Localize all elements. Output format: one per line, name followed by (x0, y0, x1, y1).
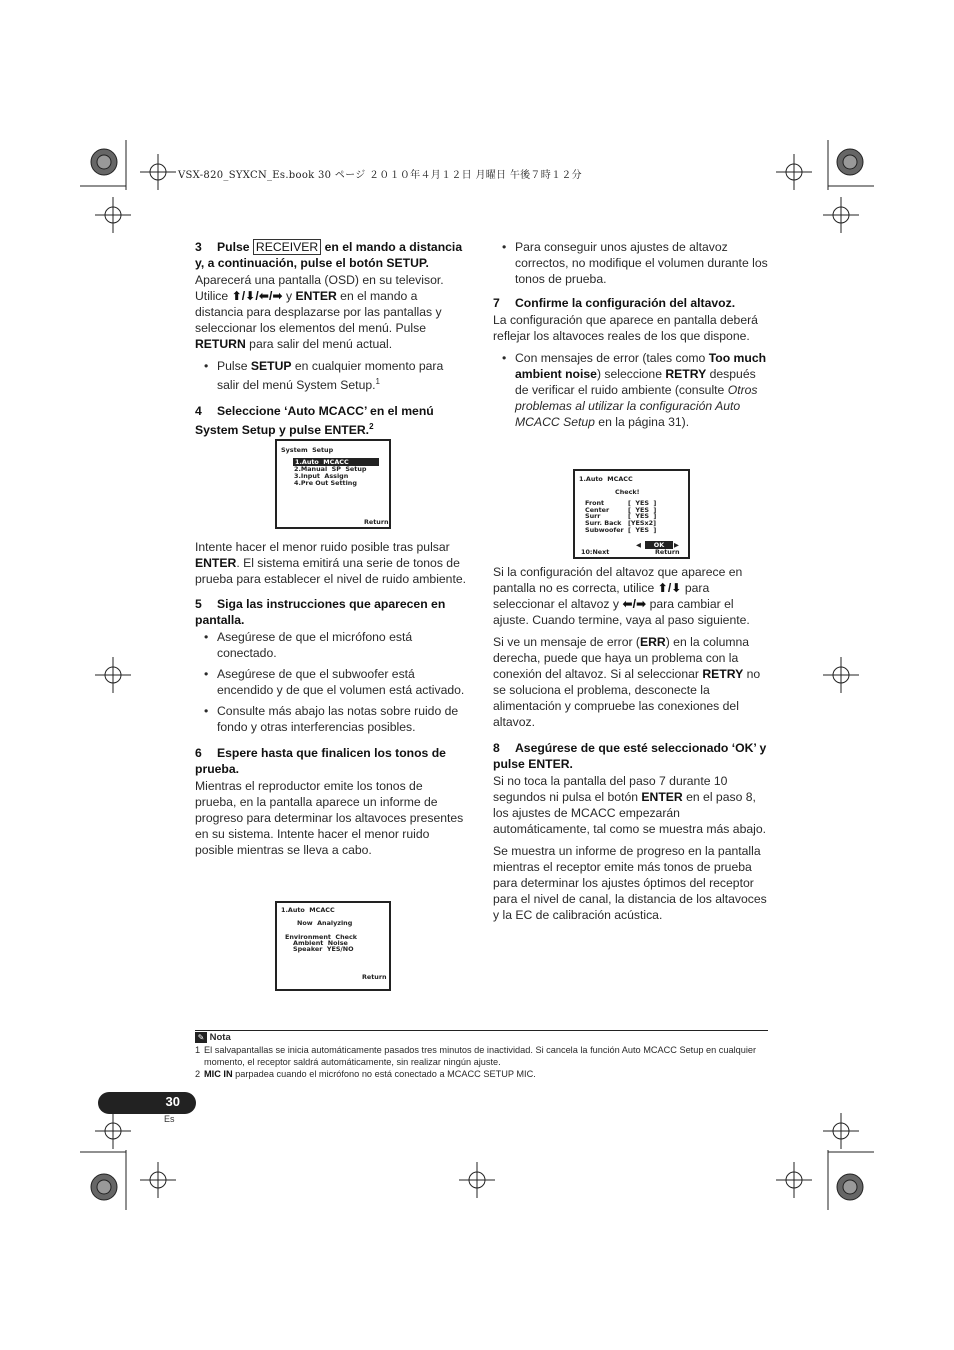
osd-return: Return (655, 548, 680, 556)
config-paragraph: Si la configuración del altavoz que aparece en pantalla no es correcta, utilice ⬆/⬇ para seleccionar el altavoz y ⬅/➡ para cambiar el ajuste. Cuando termine, vaya al paso siguiente. (493, 565, 750, 627)
osd-row-value: [YESx2] (628, 519, 657, 527)
step-5-bullets (195, 629, 467, 735)
osd-item: 3.Input Assign (294, 472, 349, 480)
list-item: • Asegúrese de que el micrófono está conectado. (217, 629, 467, 661)
osd-title: 1.Auto MCACC (281, 906, 335, 914)
osd-right-arrow-icon: ▶ (674, 541, 679, 549)
left-column (195, 239, 467, 439)
osd-row-label: Center (585, 506, 610, 514)
language-code: Es (164, 1114, 175, 1124)
osd-left-arrow-icon: ◀ (636, 541, 641, 549)
step-3-bullets (195, 358, 467, 393)
notes-section (195, 1030, 768, 1080)
right-column (493, 239, 769, 437)
osd-speaker-check-screen (573, 469, 690, 559)
step-6-heading: 6 Espere hasta que finalicen los tonos de prueba. (195, 746, 446, 776)
osd-now-analyzing-screen (275, 901, 391, 991)
step-5-heading: 5 Siga las instrucciones que aparecen en pantalla. (195, 597, 446, 627)
step-8-body-2: Se muestra un informe de progreso en la pantalla mientras el receptor emite más tonos de prueba para determinar los ajustes óptimos del receptor para el nivel de canal, la distancia de los altavoces y la EC de calibración acústica. (493, 844, 767, 922)
list-item: • Para conseguir unos ajustes de altavoz correctos, no modifique el volumen durante los tonos de prueba. (515, 239, 769, 287)
step-4-heading: 4 Seleccione ‘Auto MCACC’ en el menú System Setup y pulse ENTER.$^2$ (195, 404, 434, 438)
step-3-heading: 3 Pulse RECEIVER en el mando a distancia y, a continuación, pulse el botón SETUP. (195, 240, 463, 270)
list-item: • Pulse SETUP en cualquier momento para salir del menú System Setup.$^1$ (217, 358, 467, 393)
osd-return: Return (364, 518, 389, 526)
osd-system-setup-screen (275, 439, 391, 529)
osd-item: 4.Pre Out Setting (294, 479, 357, 487)
list-item: • Consulte más abajo las notas sobre ruido de fondo y otras interferencias posibles. (217, 703, 467, 735)
top-bullets (493, 239, 769, 287)
osd-line: Speaker YES/NO (293, 945, 354, 953)
osd-title: System Setup (281, 446, 334, 454)
note-icon: ✎ (195, 1032, 207, 1043)
osd-line: Environment Check (285, 933, 358, 941)
osd-row-value: [ YES ] (628, 499, 657, 507)
step-6-body: Mientras el reproductor emite los tonos de prueba, en la pantalla aparece un informe de progreso para determinar los altavoces presentes en su sistema. Intente hacer el menor ruido posible mientras se lleva a cabo. (195, 779, 464, 857)
step-7-body: La configuración que aparece en pantalla deberá reflejar los altavoces reales de los que dispone. (493, 313, 758, 343)
osd-row-value: [ YES ] (628, 506, 657, 514)
step-7-bullets (493, 350, 769, 430)
error-paragraph: Si ve un mensaje de error (ERR) en la columna derecha, puede que haya un problema con la conexión del altavoz. Si al seleccionar RETRY no se soluciona el problema, desconecte la alimentación y compruebe las conexiones del altavoz. (493, 635, 761, 729)
osd-ok-button: OK (645, 541, 673, 549)
osd-return: Return (362, 973, 387, 981)
osd-next: 10:Next (581, 548, 610, 556)
osd-row-value: [ YES ] (628, 512, 657, 520)
step-3-body: Aparecerá una pantalla (OSD) en su televisor. Utilice ⬆/⬇/⬅/➡ y ENTER en el mando a distancia para desplazarse por las pantallas y seleccionar los elementos del menú. Pulse RETURN para salir del menú actual. (195, 273, 444, 351)
osd-row-label: Front (585, 499, 605, 507)
osd-item: 2.Manual SP Setup (294, 465, 367, 473)
step-7-heading: 7 Confirme la configuración del altavoz. (493, 296, 736, 310)
note-2: 2 MIC IN parpadea cuando el micrófono no está conectado a MCACC SETUP MIC. (195, 1069, 536, 1080)
left-column-continued (195, 539, 467, 864)
step-8-body: Si no toca la pantalla del paso 7 durante 10 segundos ni pulsa el botón ENTER en el paso 8, los ajustes de MCACC empezarán automáticamente, tal como se muestra más abajo. (493, 774, 766, 836)
receiver-key: RECEIVER (253, 239, 321, 255)
step-8-heading: 8 Asegúrese de que esté seleccionado ‘OK’ y pulse ENTER. (493, 741, 767, 771)
osd-line: Ambient Noise (293, 939, 348, 947)
right-column-continued (493, 564, 769, 929)
osd-item-auto-mcacc: 1.Auto MCACC (293, 458, 379, 466)
osd-check: Check! (615, 488, 640, 496)
list-item: • Con mensajes de error (tales como Too much ambient noise) seleccione RETRY después de verificar el ruido ambiente (consulte Otros problemas al utilizar la configuración Auto MCACC Setup en la página 31). (515, 350, 769, 430)
page-number-badge (98, 1092, 196, 1114)
osd-row-label: Subwoofer (585, 526, 624, 534)
notes-heading: ✎ Nota (195, 1032, 768, 1044)
note-1: 1 El salvapantallas se inicia automáticamente pasados tres minutos de inactividad. Si cancela la función Auto MCACC Setup en cualquier momento, el receptor saldrá automáticamente, sin realizar ningún ajuste. (195, 1045, 757, 1068)
osd-title: 1.Auto MCACC (579, 475, 633, 483)
osd-line: Now Analyzing (297, 919, 353, 927)
after-osd-text: Intente hacer el menor ruido posible tras pulsar ENTER. El sistema emitirá una serie de tonos de prueba para establecer el nivel de ruido ambiente. (195, 540, 467, 586)
osd-row-label: Surr (585, 512, 601, 520)
list-item: • Asegúrese de que el subwoofer está encendido y de que el volumen está activado. (217, 666, 467, 698)
page-number: 30 (165, 1094, 180, 1109)
file-info-header: VSX-820_SYXCN_Es.book 30 ページ ２０１０年４月１２日 月曜日 午後７時１２分 (178, 170, 582, 181)
osd-row-label: Surr. Back (585, 519, 622, 527)
osd-row-value: [ YES ] (628, 526, 657, 534)
